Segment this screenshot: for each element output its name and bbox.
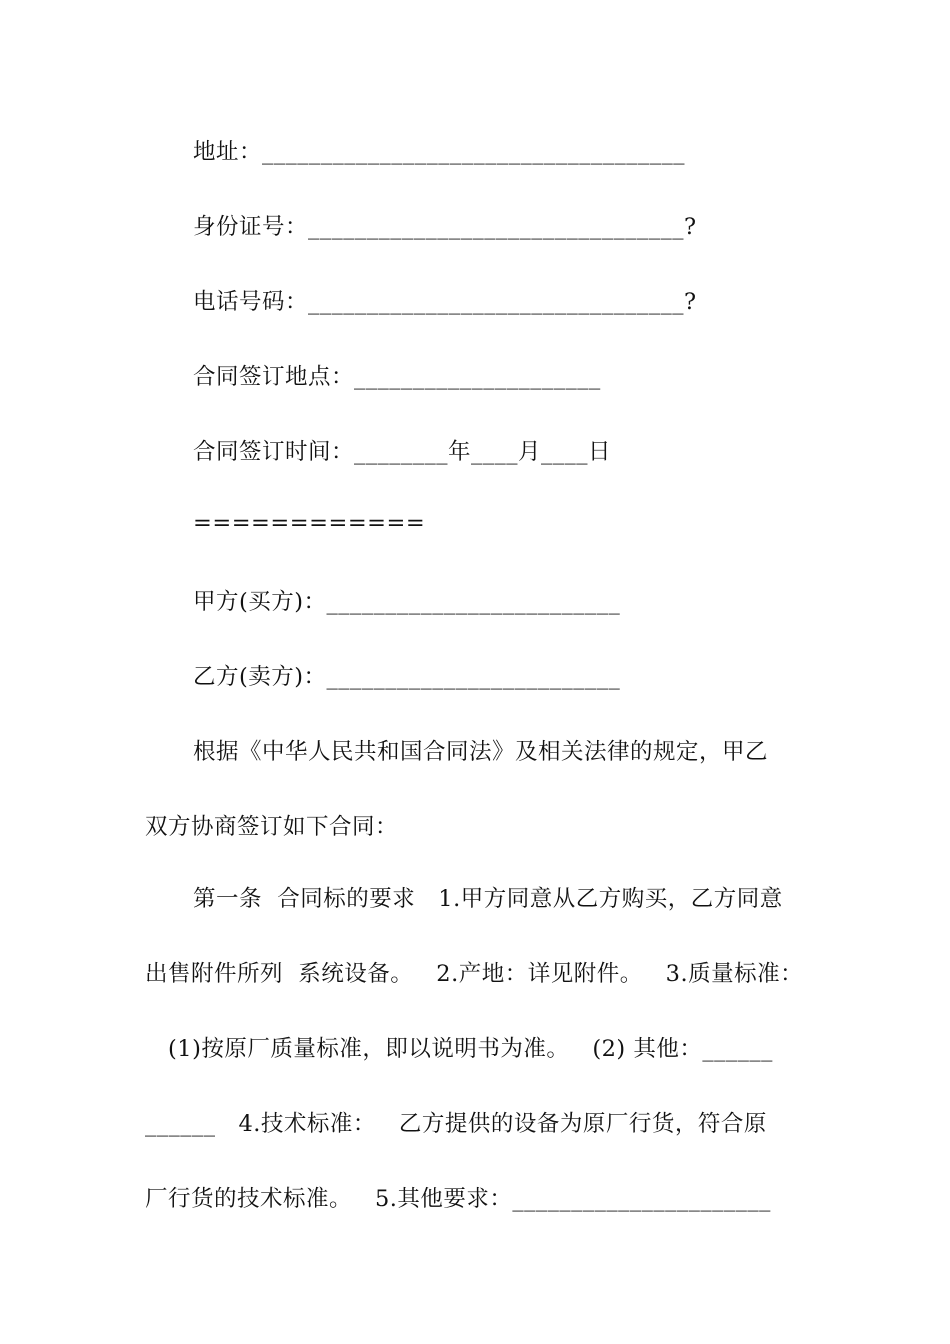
preamble-line-1: 根据《中华人民共和国合同法》及相关法律的规定，甲乙 [193, 739, 769, 765]
separator-line: ============ [193, 510, 426, 536]
signing-place-line: 合同签订地点：_____________________ [193, 364, 601, 390]
article-1-line-4: ______ 4.技术标准： 乙方提供的设备为原厂行货，符合原 [145, 1111, 767, 1137]
id-number-line: 身份证号：________________________________? [193, 214, 697, 240]
article-1-line-1: 第一条 合同标的要求 1.甲方同意从乙方购买，乙方同意 [193, 886, 783, 912]
address-line: 地址：____________________________________ [193, 139, 686, 165]
article-1-line-5: 厂行货的技术标准。 5.其他要求：______________________ [145, 1186, 771, 1212]
party-b-line: 乙方(卖方)：_________________________ [193, 664, 621, 690]
article-1-line-3: (1)按原厂质量标准，即以说明书为准。 (2) 其他：______ [168, 1036, 773, 1062]
party-a-line: 甲方(买方)：_________________________ [193, 589, 621, 615]
signing-date-line: 合同签订时间：________年____月____日 [193, 439, 612, 465]
phone-number-line: 电话号码：________________________________? [193, 289, 697, 315]
article-1-line-2: 出售附件所列 系统设备。 2.产地：详见附件。 3.质量标准： [145, 961, 804, 987]
preamble-line-2: 双方协商签订如下合同： [145, 814, 399, 840]
